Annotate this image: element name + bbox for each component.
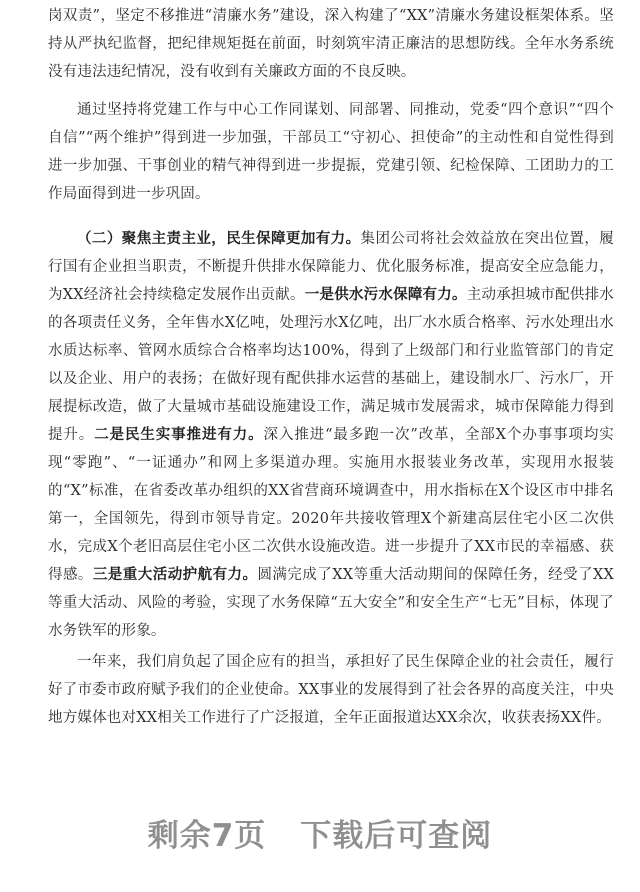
remaining-pages-label: 剩余7页	[147, 818, 267, 854]
public-services-text: 深入推进“最多跑一次”改革，全部X个办事事项均实现“零跑”、“一证通办”和网上多渠道办理。实施用水报装业务改革，实现用水报装的“X”标准，在省委改革办组织的XX省营商环境调查中，用水指标在X个设区市中排名第一，全国领先，得到市领导肯定。2020年共接收管理X个新建高层住宅小区二次供水，完成X个老旧高层住宅小区二次供水设施改造。进一步提升了XX市民的幸福感、获得感。	[48, 427, 614, 583]
download-prompt-banner[interactable]	[0, 810, 640, 855]
subheading-major-events: 三是重大活动护航有力。	[92, 566, 258, 583]
subheading-public-services: 二是民生实事推进有力。	[94, 426, 264, 443]
paragraph-integrity: 岗双责”，坚定不移推进“清廉水务”建设，深入构建了“XX”清廉水务建设框架体系。坚持从严执纪监督，把纪律规矩挺在前面，时刻筑牢清正廉洁的思想防线。全年水务系统没有违法违纪情况，没有收到有关廉政方面的不良反映。	[48, 8, 614, 80]
section-intro-text: 集团公司将社会效益放在突出位置，履行国有企业担当职责，不断提升供排水保障能力、优化服务标准，提高安全应急能力，为XX经济社会持续稳定发展作出贡献。	[48, 231, 614, 303]
major-events-text: 圆满完成了XX等重大活动期间的保障任务，经受了XX等重大活动、风险的考验，实现了水务保障“五大安全”和安全生产“七无”目标，体现了水务铁军的形象。	[48, 567, 614, 639]
paragraph-livelihood	[48, 225, 614, 645]
paragraph-summary: 一年来，我们肩负起了国企应有的担当，承担好了民生保障企业的社会责任，履行好了市委市政府赋予我们的企业使命。XX事业的发展得到了社会各界的高度关注，中央地方媒体也对XX相关工作进行了广泛报道，全年正面报道达XX余次，收获表扬XX件。	[48, 654, 614, 726]
water-supply-text: 主动承担城市配供排水的各项责任义务，全年售水X亿吨，处理污水X亿吨，出厂水水质合格率、污水处理出水水质达标率、管网水质综合合格率均达100%，得到了上级部门和行业监管部门的肯定以及企业、用户的表扬；在做好现有配供排水运营的基础上，建设制水厂、污水厂，开展提标改造，做了大量城市基础设施建设工作，满足城市发展需求，城市保障能力得到提升。	[48, 287, 615, 443]
paragraph-party-building: 通过坚持将党建工作与中心工作同谋划、同部署、同推动，党委“四个意识”“四个自信”“两个维护”得到进一步加强，干部员工“守初心、担使命”的主动性和自觉性得到进一步加强、干事创业的精气神得到进一步提振，党建引领、纪检保障、工团助力的工作局面得到进一步巩固。	[48, 102, 614, 202]
subheading-water-supply: 一是供水污水保障有力。	[304, 286, 467, 303]
download-to-view-label: 下载后可查阅	[300, 818, 493, 854]
section-heading: （二）聚焦主责主业，民生保障更加有力。	[77, 230, 361, 247]
